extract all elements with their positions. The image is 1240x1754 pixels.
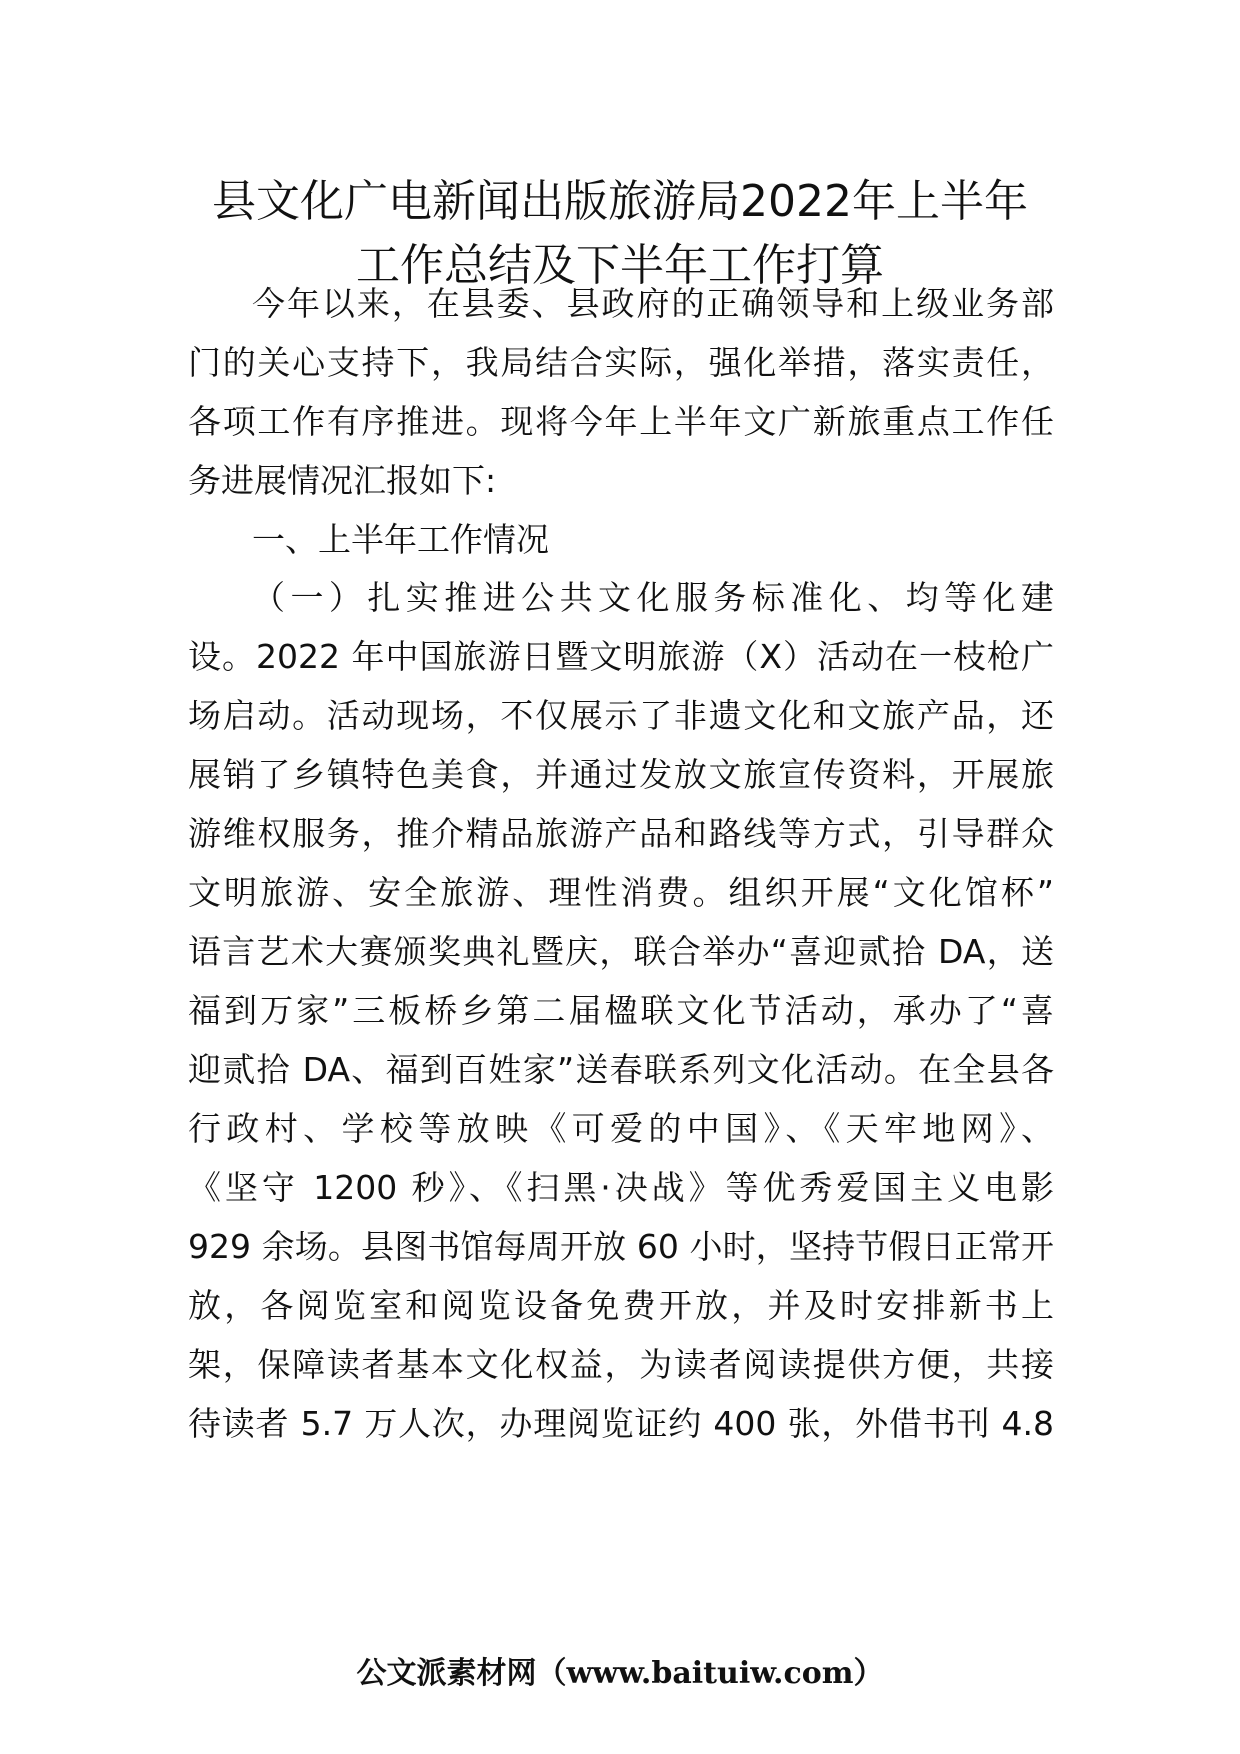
- body-line: 门的关心支持下，我局结合实际，强化举措，落实责任，: [188, 343, 1054, 382]
- body-line: 迎贰拾 DA、福到百姓家”送春联系列文化活动。在全县各: [188, 1050, 1054, 1089]
- source-footer: 公文派素材网（www.baituiw.com）: [356, 1656, 884, 1691]
- body-line: 待读者 5.7 万人次，办理阅览证约 400 张，外借书刊 4.8: [188, 1404, 1054, 1443]
- body-line: 设。2022 年中国旅游日暨文明旅游（X）活动在一枝枪广: [188, 637, 1054, 676]
- body-line: 游维权服务，推介精品旅游产品和路线等方式，引导群众: [188, 814, 1054, 853]
- body-line: 放，各阅览室和阅览设备免费开放，并及时安排新书上: [188, 1286, 1054, 1325]
- body-line: 行政村、学校等放映《可爱的中国》、《天牢地网》、: [188, 1109, 1054, 1148]
- body-line: 各项工作有序推进。现将今年上半年文广新旅重点工作任: [188, 402, 1054, 441]
- body-line: 《坚守 1200 秒》、《扫黑·决战》等优秀爱国主义电影: [188, 1168, 1054, 1207]
- section-heading: 一、上半年工作情况: [252, 520, 549, 559]
- body-line: 架，保障读者基本文化权益，为读者阅读提供方便，共接: [188, 1345, 1054, 1384]
- body-line: （一）扎实推进公共文化服务标准化、均等化建: [252, 578, 1054, 617]
- body-line: 展销了乡镇特色美食，并通过发放文旅宣传资料，开展旅: [188, 755, 1054, 794]
- body-line: 务进展情况汇报如下:: [188, 461, 497, 500]
- body-line: 929 余场。县图书馆每周开放 60 小时，坚持节假日正常开: [188, 1227, 1054, 1266]
- body-line: 语言艺术大赛颁奖典礼暨庆，联合举办“喜迎贰拾 DA，送: [188, 932, 1054, 971]
- body-line: 文明旅游、安全旅游、理性消费。组织开展“文化馆杯”: [188, 873, 1054, 912]
- body-line: 场启动。活动现场，不仅展示了非遗文化和文旅产品，还: [188, 696, 1054, 735]
- body-line: 今年以来，在县委、县政府的正确领导和上级业务部: [252, 284, 1054, 323]
- document-title-line-2: 工作总结及下半年工作打算: [356, 240, 884, 291]
- body-line: 福到万家”三板桥乡第二届楹联文化节活动，承办了“喜: [188, 991, 1054, 1030]
- document-title-line-1: 县文化广电新闻出版旅游局2022年上半年: [212, 176, 1028, 227]
